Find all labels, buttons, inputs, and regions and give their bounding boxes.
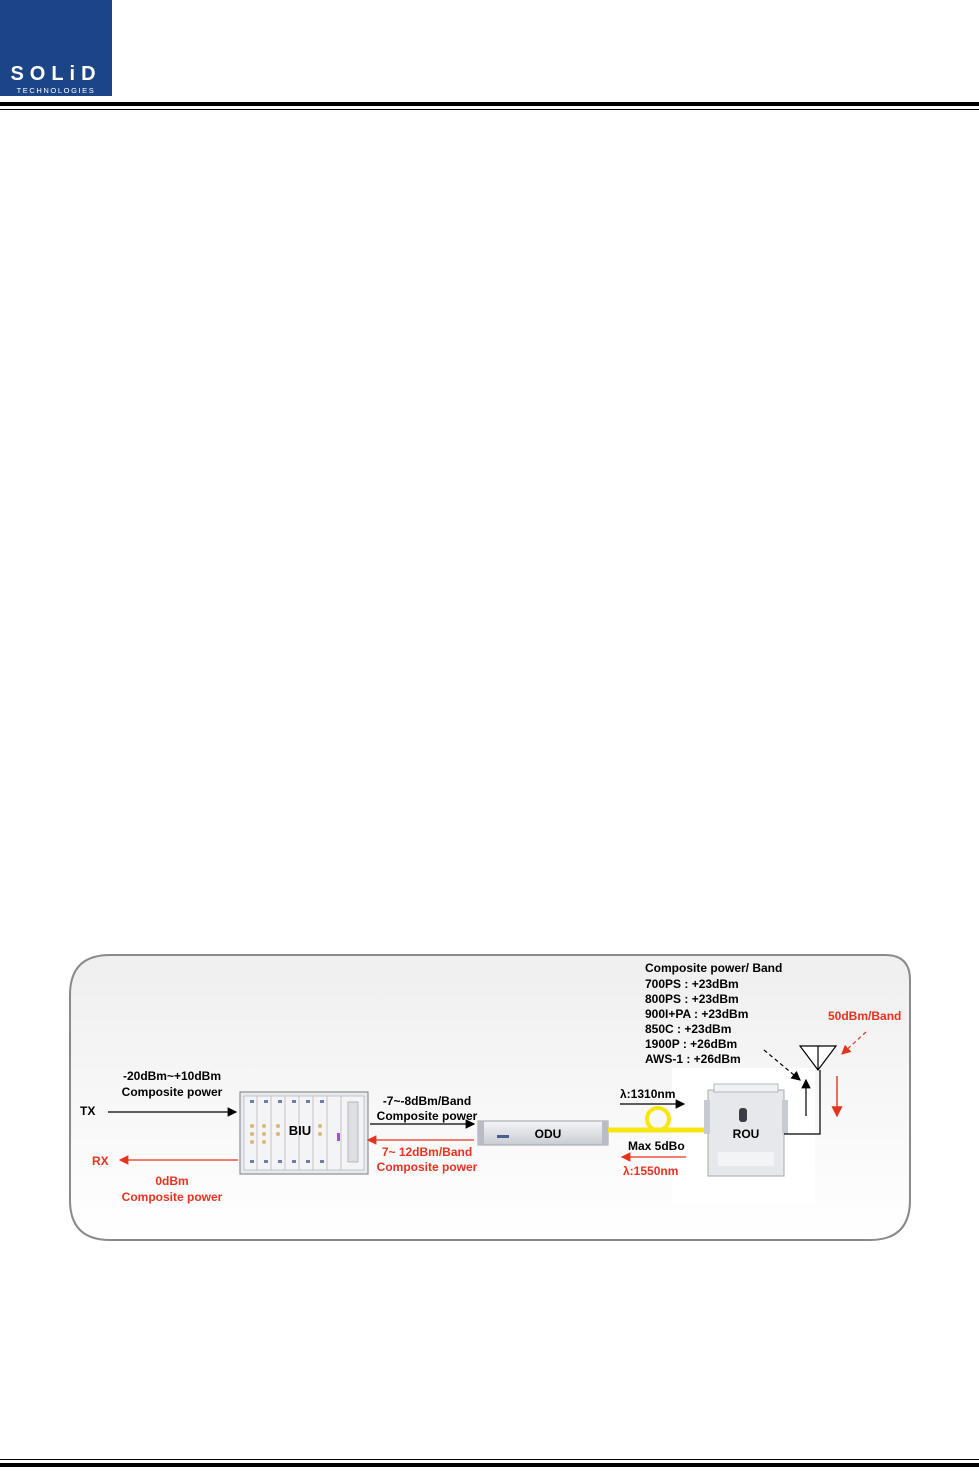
rou-power-line: 700PS : +23dBm <box>645 977 739 991</box>
rou-power-title: Composite power/ Band <box>645 961 783 975</box>
tx-power-sub: Composite power <box>121 1085 223 1099</box>
rx-power: 0dBm <box>155 1174 189 1188</box>
rx-label: RX <box>92 1154 109 1168</box>
biu-label: BIU <box>288 1123 312 1138</box>
odu-biu-ul-power-sub: Composite power <box>376 1160 478 1174</box>
fiber-dl-wavelength: λ:1310nm <box>620 1087 676 1101</box>
biu-odu-dl-power: -7~-8dBm/Band <box>382 1094 472 1108</box>
rou-power-line: 1900P : +26dBm <box>645 1037 738 1051</box>
odu-label: ODU <box>534 1127 562 1141</box>
logo-sub: TECHNOLOGIES <box>16 86 96 95</box>
rou-power-line: 850C : +23dBm <box>645 1022 732 1036</box>
antenna-ul-power: 50dBm/Band <box>828 1009 902 1023</box>
tx-power: -20dBm~+10dBm <box>122 1069 222 1083</box>
rx-power-sub: Composite power <box>121 1190 223 1204</box>
rou-label: ROU <box>732 1127 760 1141</box>
fiber-loss: Max 5dBo <box>628 1139 685 1153</box>
tx-label: TX <box>80 1104 96 1118</box>
biu-odu-dl-power-sub: Composite power <box>376 1109 478 1123</box>
odu-biu-ul-power: 7~ 12dBm/Band <box>381 1145 473 1159</box>
rou-power-line: 800PS : +23dBm <box>645 992 739 1006</box>
rou-power-line: 900I+PA : +23dBm <box>645 1007 749 1021</box>
logo-brand: SOLiD <box>10 63 102 85</box>
rou-power-line: AWS-1 : +26dBm <box>645 1052 741 1066</box>
fiber-ul-wavelength: λ:1550nm <box>623 1164 679 1178</box>
